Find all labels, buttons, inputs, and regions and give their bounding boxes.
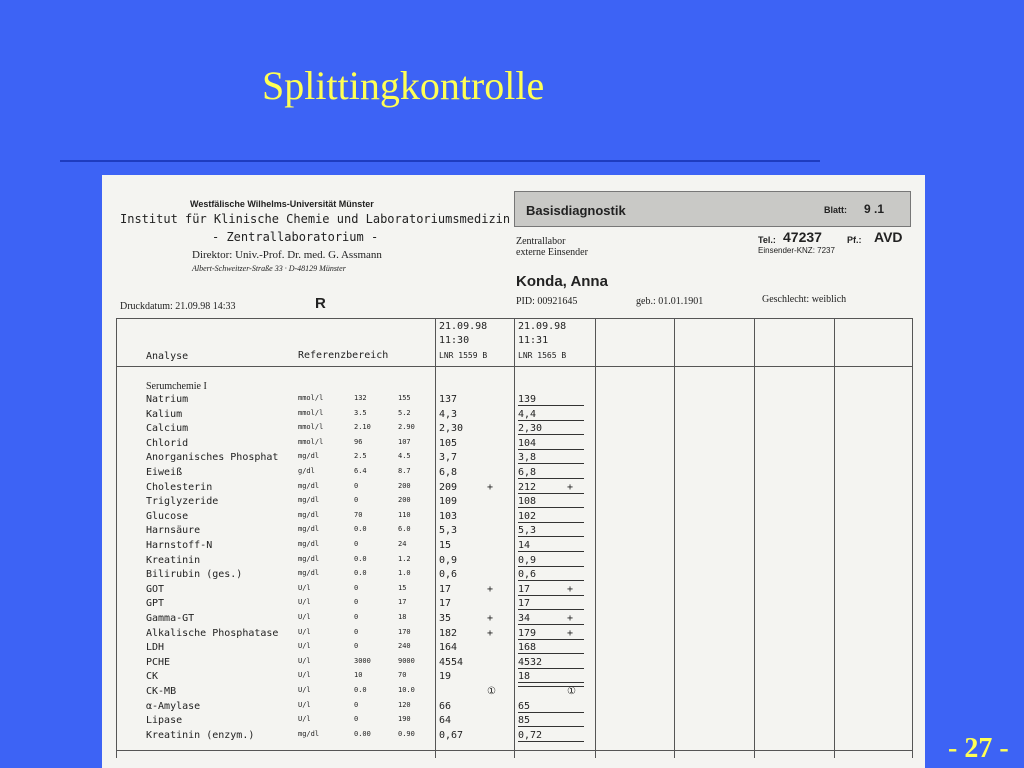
sample1-flag: + <box>487 627 494 639</box>
sample2-value: 85 <box>518 715 584 727</box>
range-low: 0 <box>354 583 359 592</box>
unit: U/l <box>298 700 311 709</box>
title-divider <box>60 160 820 162</box>
range-high: 120 <box>398 700 411 709</box>
unit: U/l <box>298 656 311 665</box>
unit: g/dl <box>298 467 315 475</box>
director-line: Direktor: Univ.-Prof. Dr. med. G. Assmann <box>192 249 382 261</box>
table-row <box>102 701 925 716</box>
university-name: Westfälische Wilhelms-Universität Münster <box>190 199 374 209</box>
range-high: 18 <box>398 613 407 621</box>
tel-value: 47237 <box>783 229 822 245</box>
sample2-value: 104 <box>518 438 584 450</box>
range-high: 155 <box>398 394 411 402</box>
range-high: 190 <box>398 715 411 724</box>
table-row <box>102 715 925 730</box>
sample1-value: 0,9 <box>439 554 458 566</box>
blatt-label: Blatt: <box>824 205 847 215</box>
tel-label: Tel.: <box>758 235 776 245</box>
sample1-value: 35 <box>439 613 452 624</box>
unit: U/l <box>298 671 311 680</box>
table-row <box>102 482 925 497</box>
analyte-name: Harnsäure <box>146 525 201 537</box>
analyte-name: Kreatinin (enzym.) <box>146 729 255 741</box>
institute-name: Institut für Klinische Chemie und Laboratoriumsmedizin <box>120 212 511 226</box>
range-low: 0 <box>354 715 359 724</box>
range-high: 240 <box>398 642 411 651</box>
table-row <box>102 671 925 686</box>
analyte-name: Cholesterin <box>146 481 213 493</box>
analyte-name: Natrium <box>146 394 189 405</box>
sample2-value: 4,4 <box>518 409 584 421</box>
range-low: 3000 <box>354 656 371 665</box>
unit: mg/dl <box>298 452 320 461</box>
table-row <box>102 642 925 657</box>
range-high: 0.90 <box>398 729 415 738</box>
sample2-value: 18 <box>518 671 584 683</box>
unit: mg/dl <box>298 569 320 578</box>
slide-title: Splittingkontrolle <box>262 63 545 108</box>
range-high: 107 <box>398 437 411 446</box>
table-row <box>102 467 925 482</box>
table-row <box>102 452 925 467</box>
range-low: 2.10 <box>354 423 371 432</box>
table-row <box>102 423 925 438</box>
unit: mg/dl <box>298 510 320 519</box>
analyte-name: LDH <box>146 642 165 654</box>
analyte-name: Gamma-GT <box>146 613 195 624</box>
table-row <box>102 657 925 672</box>
unit: U/l <box>298 686 311 694</box>
sample2-flag: ① <box>567 686 576 697</box>
patient-id: PID: 00921645 <box>516 296 578 307</box>
sample2-value: 0,6 <box>518 569 584 581</box>
header-box-title: Basisdiagnostik <box>526 203 626 218</box>
table-row <box>102 540 925 555</box>
sample1-value: 19 <box>439 671 452 683</box>
table-row <box>102 555 925 570</box>
sample2-value: 0,72 <box>518 730 584 742</box>
sample1-value: 17 <box>439 583 452 595</box>
sample1-value: 15 <box>439 540 452 551</box>
analyte-name: Kreatinin <box>146 554 201 566</box>
birth-date: geb.: 01.01.1901 <box>636 296 704 307</box>
analyte-name: Kalium <box>146 408 183 420</box>
column-header-reference: Referenzbereich <box>298 350 389 361</box>
analyte-name: Triglyzeride <box>146 496 219 508</box>
table-row <box>102 394 925 409</box>
unit: mmol/l <box>298 437 324 446</box>
analyte-name: Alkalische Phosphatase <box>146 627 279 639</box>
unit: mmol/l <box>298 423 324 432</box>
sample1-value: 0,6 <box>439 569 458 581</box>
analyte-name: PCHE <box>146 656 171 668</box>
range-high: 8.7 <box>398 467 411 475</box>
print-flag: R <box>315 295 326 312</box>
table-row <box>102 686 925 701</box>
sample1-flag: + <box>487 481 494 493</box>
sample1-value: 5,3 <box>439 525 458 537</box>
range-low: 70 <box>354 510 363 519</box>
sample2-value: 212 <box>518 482 584 494</box>
sample1-value: 137 <box>439 394 458 405</box>
unit: U/l <box>298 613 311 621</box>
range-high: 200 <box>398 496 411 505</box>
analyte-name: Bilirubin (ges.) <box>146 569 243 581</box>
sample2-value: 4532 <box>518 657 584 669</box>
range-low: 0 <box>354 627 359 636</box>
patient-name: Konda, Anna <box>516 273 608 290</box>
sample1-value: 4,3 <box>439 408 458 420</box>
analyte-name: Eiweiß <box>146 467 183 478</box>
lab-report-scan <box>102 175 925 768</box>
analyte-name: Anorganisches Phosphat <box>146 452 279 464</box>
range-low: 3.5 <box>354 408 367 417</box>
sample1-time: 11:30 <box>439 335 470 346</box>
unit: U/l <box>298 627 311 636</box>
sample2-value: 108 <box>518 496 584 508</box>
analyte-name: GPT <box>146 598 165 610</box>
sample1-value: 182 <box>439 627 458 639</box>
table-row <box>102 613 925 628</box>
table-row <box>102 511 925 526</box>
unit: mg/dl <box>298 729 320 738</box>
table-row <box>102 438 925 453</box>
sample2-value: 168 <box>518 642 584 654</box>
unit: mg/dl <box>298 540 320 548</box>
range-low: 0.00 <box>354 729 371 738</box>
sample2-value: 5,3 <box>518 525 584 537</box>
sample1-value: 109 <box>439 496 458 508</box>
sample2-value: 2,30 <box>518 423 584 435</box>
pf-value: AVD <box>874 229 903 245</box>
sample2-value: 6,8 <box>518 467 584 479</box>
range-low: 0.0 <box>354 554 367 563</box>
range-low: 96 <box>354 437 363 446</box>
range-high: 170 <box>398 627 411 636</box>
gender: Geschlecht: weiblich <box>762 294 847 305</box>
sample2-value: 65 <box>518 701 584 713</box>
sample2-flag: + <box>567 627 574 639</box>
range-high: 2.90 <box>398 423 415 432</box>
sample2-value: 17 <box>518 584 584 596</box>
unit: mg/dl <box>298 554 320 563</box>
unit: mg/dl <box>298 525 320 534</box>
analyte-name: α-Amylase <box>146 700 201 712</box>
unit: U/l <box>298 598 311 607</box>
section-title: Serumchemie I <box>146 381 207 392</box>
sample1-value: 3,7 <box>439 452 458 464</box>
analyte-name: Lipase <box>146 715 183 727</box>
range-low: 2.5 <box>354 452 367 461</box>
page-number: - 27 - <box>948 733 1009 764</box>
range-high: 4.5 <box>398 452 411 461</box>
column-header-analyse: Analyse <box>146 351 189 362</box>
range-high: 70 <box>398 671 407 680</box>
sample2-date: 21.09.98 <box>518 321 567 332</box>
sample2-flag: + <box>567 613 574 624</box>
table-row <box>102 730 925 745</box>
range-low: 0.0 <box>354 686 367 694</box>
range-high: 6.0 <box>398 525 411 534</box>
range-high: 1.2 <box>398 554 411 563</box>
sample2-value: 14 <box>518 540 584 552</box>
sample1-value: 105 <box>439 437 458 449</box>
table-row <box>102 569 925 584</box>
sample1-lnr: LNR 1559 B <box>439 351 488 360</box>
range-high: 9000 <box>398 656 415 665</box>
sample2-value: 34 <box>518 613 584 625</box>
address-line: Albert-Schweitzer-Straße 33 · D-48129 Münster <box>192 264 346 273</box>
sender-line1: Zentrallabor <box>516 236 566 247</box>
range-low: 10 <box>354 671 363 680</box>
table-row <box>102 525 925 540</box>
table-row <box>102 496 925 511</box>
sample1-value: 164 <box>439 642 458 654</box>
sender-line2: externe Einsender <box>516 247 588 258</box>
range-high: 15 <box>398 583 407 592</box>
analyte-name: Chlorid <box>146 437 189 449</box>
sample2-lnr: LNR 1565 B <box>518 351 567 360</box>
table-row <box>102 409 925 424</box>
sample1-value: 64 <box>439 715 452 727</box>
unit: mmol/l <box>298 408 324 417</box>
range-high: 17 <box>398 598 407 607</box>
pf-label: Pf.: <box>847 235 862 245</box>
range-low: 0 <box>354 642 359 651</box>
sample1-flag: + <box>487 613 494 624</box>
analyte-name: Harnstoff-N <box>146 540 213 551</box>
sample1-value: 2,30 <box>439 423 464 435</box>
range-low: 6.4 <box>354 467 367 475</box>
range-low: 0 <box>354 496 359 505</box>
sample2-value: 139 <box>518 394 584 406</box>
sample2-flag: + <box>567 481 574 493</box>
analyte-name: Glucose <box>146 510 189 522</box>
sample2-value: 17 <box>518 598 584 610</box>
sample1-value: 103 <box>439 510 458 522</box>
range-high: 24 <box>398 540 407 548</box>
sample2-flag: + <box>567 583 574 595</box>
unit: U/l <box>298 583 311 592</box>
sample2-value: 102 <box>518 511 584 523</box>
range-low: 0 <box>354 700 359 709</box>
range-high: 10.0 <box>398 686 415 694</box>
sample2-value: 0,9 <box>518 555 584 567</box>
range-low: 132 <box>354 394 367 402</box>
blatt-value: 9 .1 <box>864 202 885 216</box>
table-row <box>102 584 925 599</box>
range-low: 0 <box>354 613 359 621</box>
unit: mg/dl <box>298 496 320 505</box>
sample2-time: 11:31 <box>518 335 549 346</box>
sample1-value: 17 <box>439 598 452 610</box>
sample1-value: 66 <box>439 700 452 712</box>
sample1-value: 6,8 <box>439 467 458 478</box>
sample1-date: 21.09.98 <box>439 321 488 332</box>
analyte-name: CK-MB <box>146 686 177 697</box>
department-name: - Zentrallaboratorium - <box>212 230 379 244</box>
range-low: 0.0 <box>354 525 367 534</box>
range-high: 110 <box>398 510 411 519</box>
unit: mmol/l <box>298 394 324 402</box>
sample1-flag: ① <box>487 686 496 697</box>
einsender-number: Einsender-KNZ: 7237 <box>758 246 835 255</box>
print-date: Druckdatum: 21.09.98 14:33 <box>120 301 236 312</box>
range-low: 0 <box>354 540 359 548</box>
range-high: 1.0 <box>398 569 411 578</box>
table-row <box>102 598 925 613</box>
sample1-value: 4554 <box>439 656 464 668</box>
analyte-name: CK <box>146 671 159 683</box>
range-low: 0 <box>354 481 359 490</box>
range-low: 0 <box>354 598 359 607</box>
unit: U/l <box>298 715 311 724</box>
analyte-name: GOT <box>146 583 165 595</box>
range-high: 5.2 <box>398 408 411 417</box>
sample2-value: 179 <box>518 628 584 640</box>
unit: mg/dl <box>298 481 320 490</box>
sample1-value: 209 <box>439 481 458 493</box>
sample1-value: 0,67 <box>439 729 464 741</box>
sample1-flag: + <box>487 583 494 595</box>
range-high: 200 <box>398 481 411 490</box>
analyte-name: Calcium <box>146 423 189 435</box>
table-row <box>102 628 925 643</box>
range-low: 0.0 <box>354 569 367 578</box>
sample2-value: 3,8 <box>518 452 584 464</box>
unit: U/l <box>298 642 311 651</box>
